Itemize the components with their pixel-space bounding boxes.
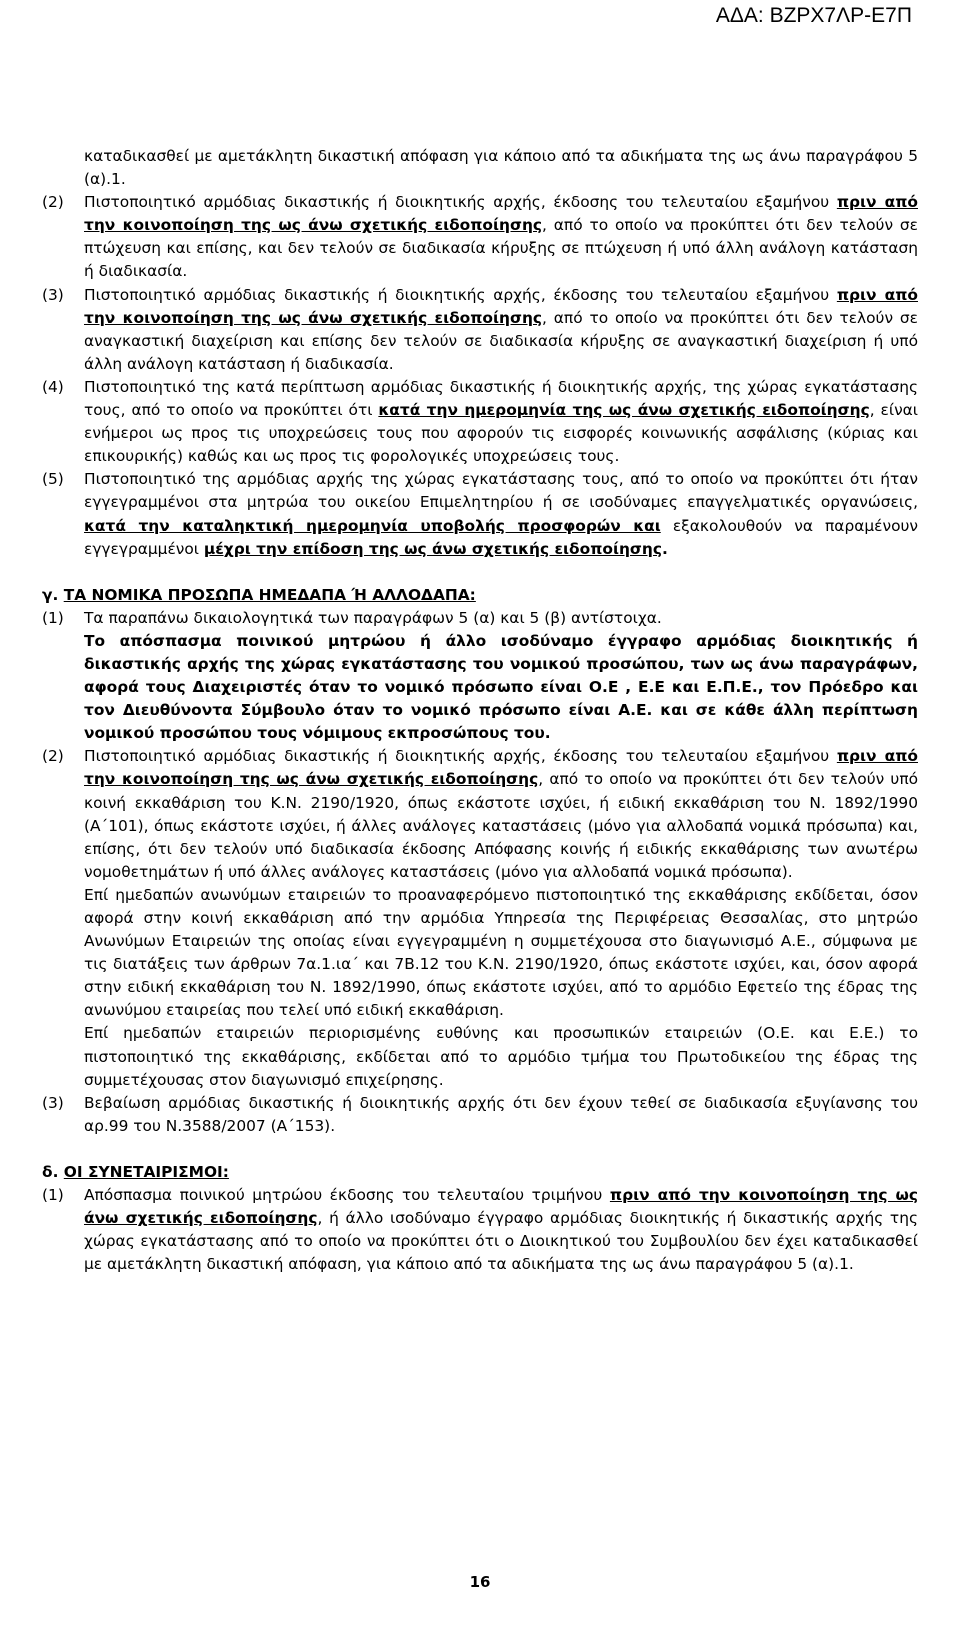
top-item (42, 284, 918, 376)
text-segment: Πιστοποιητικό της αρμόδιας αρχής της χώρας εγκατάστασης τους, από το οποίο να προκύπτει ότι ήταν εγγεγραμμένοι στα μητρώα του οικείου Επιμελητηρίου ή σε ισοδύναμες επαγγελματικές οργανώσεις, (84, 470, 918, 512)
emphasized-text: πριν από την κοινοποίηση της ως άνω σχετικής ειδοποίησης (84, 747, 918, 789)
item-text (84, 1186, 918, 1273)
text-segment: , από το οποίο να προκύπτει ότι δεν τελούν υπό κοινή εκκαθάριση του Κ.Ν. 2190/1920, όπως εκάστοτε ισχύει, ή ειδική εκκαθάριση του Ν. 1892/1990 (Α΄101), όπως εκάστοτε ισχύει, ή άλλες ανάλογες καταστάσεις (μόνο για αλλοδαπά νομικά πρόσωπα) και, επίσης, ότι δεν τελούν υπό διαδικασία έκδοσης Απόφασης κοινής ή ειδικής εκκαθάρισης των ανωτέρω νομοθετημάτων ή υπό άλλες ανάλογες καταστάσεις (μόνο για αλλοδαπά νομικά πρόσωπα). (84, 770, 919, 881)
text-segment: , ή άλλο ισοδύναμο έγγραφο αρμόδιας διοικητικής ή δικαστικής αρχής της χώρας εγκατάστασης από το οποίο να προκύπτει ότι ο Διοικητικού του Συμβουλίου δεν έχει καταδικασθεί με αμετάκλητη δικαστική απόφαση, για κάποιο από τα αδικήματα της ως άνω παραγράφου 5 (α).1. (84, 1209, 918, 1274)
item-text: Τα παραπάνω δικαιολογητικά των παραγράφων 5 (α) και 5 (β) αντίστοιχα. (84, 608, 662, 627)
section-c-item-1 (42, 607, 918, 746)
section-d-item-1 (42, 1184, 918, 1276)
continuation-paragraph: καταδικασθεί με αμετάκλητη δικαστική απόφαση για κάποιο από τα αδικήματα της ως άνω παραγράφου 5 (α).1. (84, 147, 918, 189)
item-number: (1) (42, 608, 64, 627)
item-number: (2) (42, 193, 64, 212)
item-text (84, 470, 918, 557)
item-number: (4) (42, 377, 64, 396)
item-number: (1) (42, 1186, 64, 1205)
section-d-heading (42, 1161, 918, 1184)
top-item (42, 191, 918, 283)
item-bold-note: Το απόσπασμα ποινικού μητρώου ή άλλο ισοδύναμο έγγραφο αρμόδιας διοικητικής ή δικαστικής αρχής της χώρας εγκατάστασης του νομικού προσώπου, των ως άνω παραγράφων, αφορά τους Διαχειριστές όταν το νομικό πρόσωπο είναι Ο.Ε , Ε.Ε και Ε.Π.Ε., τον Πρόεδρο και τον Διευθύνοντα Σύμβουλο όταν το νομικό πρόσωπο είναι Α.Ε. και σε κάθε άλλη περίπτωση νομικού προσώπου τους νόμιμους εκπροσώπους του. (84, 631, 918, 743)
text-segment: Πιστοποιητικό αρμόδιας δικαστικής ή διοικητικής αρχής, έκδοσης του τελευταίου εξαμήνου (84, 285, 837, 304)
text-segment: Πιστοποιητικό αρμόδιας δικαστικής ή διοικητικής αρχής, έκδοσης του τελευταίου εξαμήνου (84, 193, 837, 212)
text-segment: . (661, 539, 668, 558)
item-text (84, 747, 918, 880)
top-item (42, 376, 918, 468)
section-c-item-3 (42, 1092, 918, 1138)
text-segment: Απόσπασμα ποινικού μητρώου έκδοσης του τελευταίου τριμήνου (84, 1186, 610, 1205)
section-d-prefix: δ. (42, 1162, 64, 1181)
text-segment: , είναι ενήμεροι ως προς τις υποχρεώσεις τους που αφορούν τις εισφορές κοινωνικής ασφάλισης (κύριας και επικουρικής) καθώς και ως προς τις φορολογικές υποχρεώσεις τους. (84, 401, 919, 466)
section-c-item-2 (42, 745, 918, 884)
section-c-title: ΤΑ ΝΟΜΙΚΑ ΠΡΟΣΩΠΑ ΗΜΕΔΑΠΑ Ή ΑΛΛΟΔΑΠΑ: (63, 585, 476, 604)
document-body (42, 145, 918, 1276)
text-segment: , από το οποίο να προκύπτει ότι δεν τελούν σε πτώχευση και επίσης, και δεν τελούν σε διαδικασία κήρυξης σε πτώχευση ή υπό άλλη ανάλογη κατάσταση ή διαδικασία. (84, 216, 918, 281)
text-segment: Πιστοποιητικό αρμόδιας δικαστικής ή διοικητικής αρχής, έκδοσης του τελευταίου εξαμήνου (84, 747, 837, 766)
item-text: Βεβαίωση αρμόδιας δικαστικής ή διοικητικής αρχής ότι δεν έχουν τεθεί σε διαδικασία εξυγίανσης του αρ.99 του Ν.3588/2007 (Α΄153). (84, 1093, 918, 1135)
top-item (42, 468, 918, 560)
section-c-item-2-para-2: Επί ημεδαπών ανωνύμων εταιρειών το προαναφερόμενο πιστοποιητικό της εκκαθάρισης εκδίδεται, όσον αφορά στην κοινή εκκαθάριση από την αρμόδια Υπηρεσία της Περιφέρειας Θεσσαλίας, στο μητρώο Ανωνύμων Εταιρειών της οποίας είναι εγγεγραμμένη η συμμετέχουσα στο διαγωνισμό Α.Ε., σύμφωνα με τις διατάξεις των άρθρων 7α.1.ια΄ και 7Β.12 του Κ.Ν. 2190/1920, όπως εκάστοτε ισχύει, και, όσον αφορά στην ειδική εκκαθάριση του Ν. 1892/1990, όπως εκάστοτε ισχύει, από το αρμόδιο Εφετείο της έδρας της ανωνύμου εταιρείας που τελεί υπό ειδική εκκαθάριση. (84, 885, 918, 1020)
item-text (84, 378, 918, 465)
emphasized-text: κατά την καταληκτική ημερομηνία υποβολής προσφορών και (84, 516, 661, 535)
text-segment: εξακολουθούν να παραμένουν εγγεγραμμένοι (84, 516, 918, 558)
item-text (84, 193, 918, 280)
item-text (84, 286, 918, 373)
section-c-prefix: γ. (42, 585, 64, 604)
emphasized-text: πριν από την κοινοποίηση της ως άνω σχετικής ειδοποίησης (84, 193, 918, 235)
item-number: (3) (42, 1093, 64, 1112)
page-number: 16 (469, 1573, 491, 1591)
section-c-item-2-para-3: Επί ημεδαπών εταιρειών περιορισμένης ευθύνης και προσωπικών εταιρειών (Ο.Ε. και Ε.Ε.) το πιστοποιητικό της εκκαθάρισης, εκδίδεται από το αρμόδιο τμήμα του Πρωτοδικείου της έδρας της συμμετέχουσας στον διαγωνισμό επιχείρησης. (84, 1024, 918, 1089)
ada-code: ΑΔΑ: ΒΖΡΧ7ΛΡ-Ε7Π (715, 4, 912, 27)
emphasized-text: πριν από την κοινοποίηση της ως άνω σχετικής ειδοποίησης (84, 285, 918, 327)
item-number: (2) (42, 747, 64, 766)
section-c-heading (42, 584, 918, 607)
emphasized-text: μέχρι την επίδοση της ως άνω σχετικής ειδοποίησης (203, 539, 662, 558)
emphasized-text: πριν από την κοινοποίηση της ως άνω σχετικής ειδοποίησης (84, 1186, 918, 1228)
emphasized-text: κατά την ημερομηνία της ως άνω σχετικής ειδοποίησης (378, 401, 870, 420)
text-segment: Πιστοποιητικό της κατά περίπτωση αρμόδιας δικαστικής ή διοικητικής αρχής, της χώρας εγκατάστασης τους, από το οποίο να προκύπτει ότι (84, 377, 918, 420)
section-d-title: ΟΙ ΣΥΝΕΤΑΙΡΙΣΜΟΙ: (63, 1162, 229, 1181)
item-number: (3) (42, 285, 64, 304)
text-segment: , από το οποίο να προκύπτει ότι δεν τελούν σε αναγκαστική διαχείριση και επίσης δεν τελούν σε διαδικασία κήρυξης σε αναγκαστική διαχείριση ή υπό άλλη ανάλογη κατάσταση ή διαδικασία. (84, 308, 918, 373)
item-number: (5) (42, 470, 64, 489)
